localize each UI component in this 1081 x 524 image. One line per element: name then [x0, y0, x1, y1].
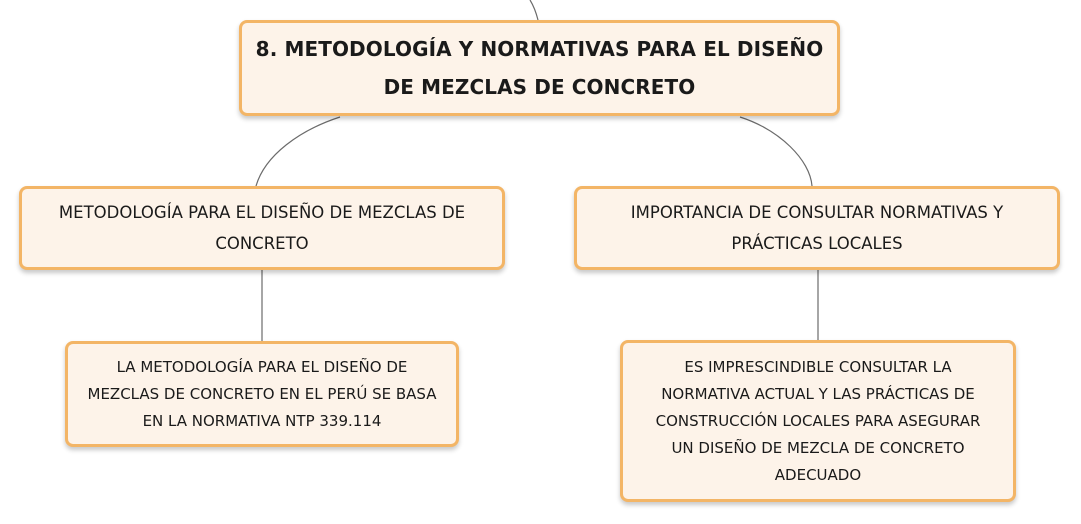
importance-detail-line: ADECUADO — [774, 465, 862, 484]
importance-detail-line: CONSTRUCCIÓN LOCALES PARA ASEGURAR — [655, 411, 981, 430]
importance-topic-node[interactable] — [574, 186, 1060, 270]
connector-parent-to-root — [530, 0, 538, 20]
root-topic-node[interactable] — [239, 20, 840, 116]
methodology-topic-line: CONCRETO — [215, 234, 309, 253]
importance-detail-line: ES IMPRESCINDIBLE CONSULTAR LA — [684, 357, 952, 376]
importance-detail-text — [656, 354, 981, 489]
importance-detail-line: NORMATIVA ACTUAL Y LAS PRÁCTICAS DE — [661, 384, 975, 403]
importance-detail-node[interactable] — [620, 340, 1016, 502]
methodology-detail-line: EN LA NORMATIVA NTP 339.114 — [142, 411, 382, 430]
methodology-detail-line: MEZCLAS DE CONCRETO EN EL PERÚ SE BASA — [87, 384, 437, 403]
methodology-topic-line: METODOLOGÍA PARA EL DISEÑO DE MEZCLAS DE — [58, 203, 466, 222]
root-topic-line: 8. METODOLOGÍA Y NORMATIVAS PARA EL DISEÑO — [255, 37, 824, 61]
methodology-detail-node[interactable] — [65, 341, 459, 447]
connector-root-to-methodology — [256, 117, 340, 186]
methodology-topic-node[interactable] — [19, 186, 505, 270]
importance-detail-line: UN DISEÑO DE MEZCLA DE CONCRETO — [671, 438, 965, 457]
root-topic-text — [256, 30, 824, 106]
importance-topic-line: IMPORTANCIA DE CONSULTAR NORMATIVAS Y — [630, 203, 1004, 222]
methodology-detail-line: LA METODOLOGÍA PARA EL DISEÑO DE — [116, 357, 408, 376]
methodology-detail-text — [88, 354, 437, 435]
methodology-topic-text — [59, 197, 465, 259]
importance-topic-line: PRÁCTICAS LOCALES — [731, 234, 903, 253]
root-topic-line: DE MEZCLAS DE CONCRETO — [383, 75, 696, 99]
importance-topic-text — [631, 197, 1003, 259]
connector-root-to-importance — [740, 117, 812, 186]
